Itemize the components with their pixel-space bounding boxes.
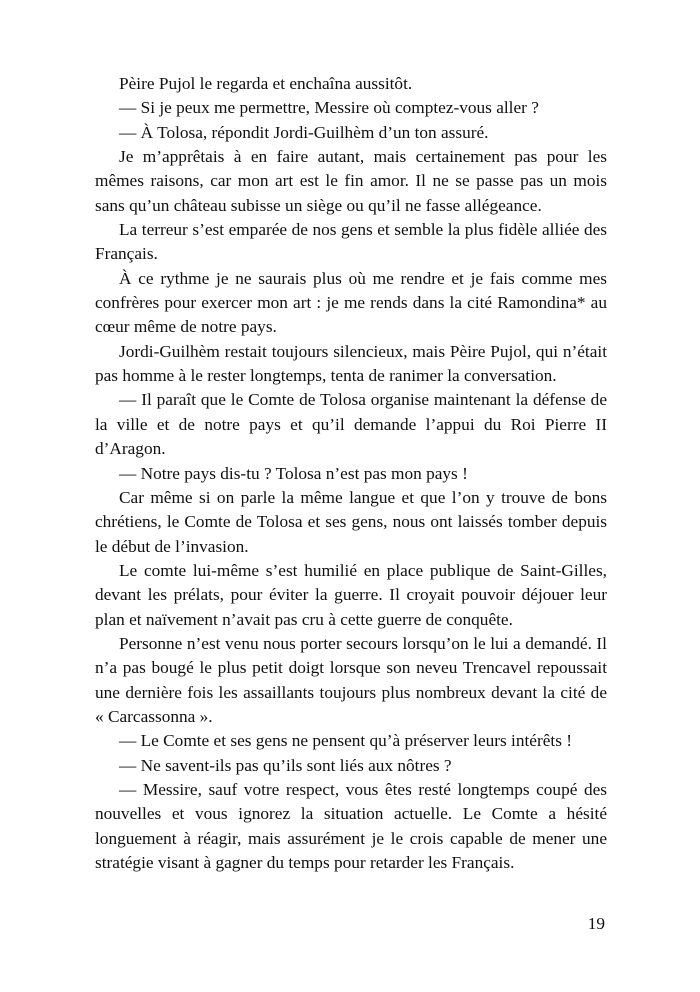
paragraph: Personne n’est venu nous porter secours lorsqu’on le lui a demandé. Il n’a pas bougé le plus petit doigt lorsque son neveu Trencavel repoussait une dernière fois les assaillants toujours plus nombreux devant la cité de « Carcassonna ».: [95, 633, 607, 726]
paragraph: — Notre pays dis-tu ? Tolosa n’est pas mon pays !: [119, 463, 468, 483]
paragraph: Jordi-Guilhèm restait toujours silencieux, mais Pèire Pujol, qui n’était pas homme à le rester longtemps, tenta de ranimer la conversation.: [95, 341, 607, 386]
paragraph: Car même si on parle la même langue et que l’on y trouve de bons chrétiens, le Comte de Tolosa et ses gens, nous ont laissés tomber depuis le début de l’invasion.: [95, 487, 607, 556]
paragraph: — Le Comte et ses gens ne pensent qu’à préserver leurs intérêts !: [119, 731, 572, 751]
paragraph: — Messire, sauf votre respect, vous êtes resté longtemps coupé des nouvelles et vous ignorez la situation actuelle. Le Comte a hésité longuement à réagir, mais assurément je le crois capable de mener une stratégie visant à gagner du temps pour retarder les Français.: [95, 779, 607, 872]
paragraph: — À Tolosa, répondit Jordi-Guilhèm d’un ton assuré.: [119, 122, 489, 142]
paragraph: Je m’apprêtais à en faire autant, mais certainement pas pour les mêmes raisons, car mon art est le fin amor. Il ne se passe pas un mois sans qu’un château subisse un siège ou qu’il ne fasse allégeance.: [95, 147, 607, 215]
book-page-text: [95, 72, 607, 875]
paragraph: Le comte lui-même s’est humilié en place publique de Saint-Gilles, devant les prélats, pour éviter la guerre. Il croyait pouvoir déjouer leur plan et naïvement n’avait pas cru à cette guerre de conquête.: [95, 560, 607, 629]
paragraph: — Il paraît que le Comte de Tolosa organise maintenant la défense de la ville et de notre pays et qu’il demande l’appui du Roi Pierre II d’Aragon.: [95, 390, 607, 459]
page-number: 19: [587, 914, 605, 933]
paragraph: À ce rythme je ne saurais plus où me rendre et je fais comme mes confrères pour exercer mon art : je me rends dans la cité Ramondina* au cœur même de notre pays.: [95, 268, 607, 337]
paragraph: La terreur s’est emparée de nos gens et semble la plus fidèle alliée des Français.: [95, 220, 607, 264]
paragraph: — Si je peux me permettre, Messire où comptez-vous aller ?: [119, 98, 539, 118]
paragraph: Pèire Pujol le regarda et enchaîna aussitôt.: [119, 74, 413, 93]
paragraph: — Ne savent-ils pas qu’ils sont liés aux nôtres ?: [119, 755, 452, 775]
